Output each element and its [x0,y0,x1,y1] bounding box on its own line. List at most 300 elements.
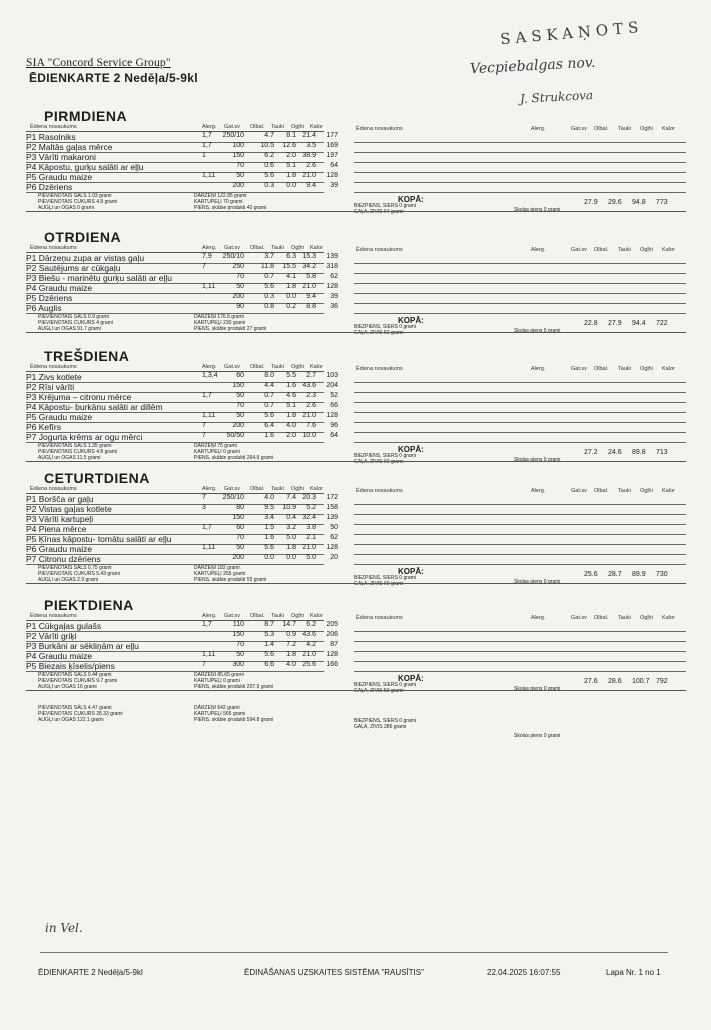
dish-value-c: 21.0 [302,172,316,179]
dish-name: P2 Maltās gaļas mērce [26,142,113,152]
column-header-name-right: Ēdiena nosaukums [356,615,403,621]
column-header-tauki-right: Tauki [618,247,631,253]
column-header-gat-right: Gat.sv [571,488,587,494]
total-t: 24.6 [608,449,622,456]
column-header-kalor: Kalor [310,364,323,370]
dish-value-o: 1.4 [264,641,274,648]
total-c: 94.8 [632,199,646,206]
week-fruit: AUGĻI un OGAS 122.1 grami [38,717,104,723]
menu-row [26,253,686,263]
dish-value-o: 0.3 [264,182,274,189]
menu-row [26,162,686,172]
total-c: 89.8 [632,449,646,456]
mid-summary [194,443,273,461]
dish-value-k: 197 [326,152,338,159]
column-header-tauki-right: Tauki [618,615,631,621]
total-label: KOPĀ: [398,445,424,454]
week-salt: PIEVIENOTAIS SĀLS 4.47 grami [38,705,112,711]
dish-value-g: 50 [236,392,244,399]
column-header-gat: Gat.sv [224,613,240,619]
left-summary [38,565,120,583]
dish-allergens: 7 [202,661,206,668]
week-milk: PIENS, skābie produkti 594.8 grami [194,717,274,723]
dish-value-t: 0.4 [286,514,296,521]
footer-divider [40,952,668,953]
menu-row [26,544,686,554]
dish-value-c: 21.0 [302,544,316,551]
left-summary [38,443,117,461]
curd-cheese: BIEZPIENS, SIERS 0 grami [354,324,416,330]
vegetables: DĀRZEŅI 122.85 grami [194,193,247,199]
dish-value-k: 39 [330,182,338,189]
dish-allergens: 1,3,4 [202,372,218,379]
dish-value-c: 10.0 [302,432,316,439]
dish-value-g: 200 [232,182,244,189]
total-t: 27.9 [608,320,622,327]
row-rule-right [354,313,686,314]
column-header-oglh-right: Ogļhi [640,126,653,132]
dish-value-g: 200 [232,554,244,561]
total-k: 713 [656,449,668,456]
dish-value-k: 128 [326,544,338,551]
dish-value-o: 5.6 [264,651,274,658]
menu-row [26,432,686,442]
dish-value-c: 2.6 [306,402,316,409]
dish-value-k: 87 [330,641,338,648]
dish-value-g: 70 [236,162,244,169]
dish-value-t: 14.7 [282,621,296,628]
dish-value-k: 66 [330,402,338,409]
dish-value-k: 128 [326,172,338,179]
dish-value-g: 60 [236,372,244,379]
dish-value-o: 5.6 [264,544,274,551]
dish-value-c: 15.3 [302,253,316,260]
dish-value-c: 43.6 [302,382,316,389]
menu-row [26,152,686,162]
dish-value-g: 150 [232,631,244,638]
added-salt: PIEVIENOTAIS SĀLS 1.03 grami [38,193,112,199]
meat-fish: GAĻA, ZIVIS 64 grami [354,209,404,215]
dish-value-o: 3.4 [264,514,274,521]
column-header-name-right: Ēdiena nosaukums [356,366,403,372]
column-header-tauki: Tauki [271,124,284,130]
dish-name: P2 Vārīti griķi [26,631,77,641]
school-milk: Skolas piens 0 grami [514,579,561,585]
school-milk: Skolas piens 0 grami [514,328,561,334]
menu-row [26,412,686,422]
column-header-name-right: Ēdiena nosaukums [356,247,403,253]
dish-value-t: 10.9 [282,504,296,511]
dish-value-k: 169 [326,142,338,149]
dish-value-t: 1.8 [286,172,296,179]
added-sugar: PIEVIENOTAIS CUKURS 4.8 grami [38,449,118,455]
total-o: 25.6 [584,571,598,578]
dish-value-t: 0.9 [286,631,296,638]
mid-summary [194,314,266,332]
dish-name: P1 Rasolniks [26,132,76,142]
dish-value-c: 25.6 [302,661,316,668]
dish-name: P6 Graudu maize [26,544,93,554]
document-title: ĒDIENKARTE 2 Nedēļa/5-9kl [29,71,198,85]
section-rule [26,583,686,584]
dish-value-o: 6.2 [264,152,274,159]
dish-value-o: 0.8 [264,303,274,310]
meat-fish: GAĻA, ZIVIS 60 grami [354,581,404,587]
added-sugar: PIEVIENOTAIS CUKURS 4.8 grami [38,199,118,205]
dish-value-o: 5.6 [264,172,274,179]
footer-system: ĒDINĀŠANAS UZSKAITES SISTĒMA "RAUSĪTIS" [244,968,424,977]
column-header-oglh: Ogļhi [291,613,304,619]
dish-value-c: 3.8 [306,524,316,531]
added-sugar: PIEVIENOTAIS CUKURS 4 grami [38,320,113,326]
right-summary [354,324,416,336]
dish-value-o: 5.6 [264,412,274,419]
dish-value-k: 177 [326,132,338,139]
menu-row [26,293,686,303]
dish-value-c: 2.7 [306,372,316,379]
total-k: 773 [656,199,668,206]
dish-allergens: 1,7 [202,132,212,139]
dish-allergens: 7 [202,263,206,270]
column-header-olbal-right: Olbal. [594,247,609,253]
column-header-olbal-right: Olbal. [594,488,609,494]
dish-value-t: 7.2 [286,641,296,648]
dish-value-c: 4.2 [306,641,316,648]
dish-value-o: 9.5 [264,504,274,511]
dish-value-t: 0.0 [286,554,296,561]
column-header-tauki-right: Tauki [618,366,631,372]
dish-value-g: 200 [232,293,244,300]
dish-value-g: 90 [236,303,244,310]
column-header-name-right: Ēdiena nosaukums [356,126,403,132]
dish-name: P3 Vārīti makaroni [26,152,96,162]
dish-value-k: 128 [326,283,338,290]
dish-value-k: 139 [326,514,338,521]
dish-value-c: 32.4 [302,514,316,521]
column-header-oglh: Ogļhi [291,245,304,251]
milk-products: PIENS, skābie produkti 40 grami [194,205,267,211]
potatoes: KARTUPEĻI 0 grami [194,449,240,455]
dish-value-t: 5.0 [286,534,296,541]
dish-allergens: 1,11 [202,544,216,551]
total-o: 27.9 [584,199,598,206]
dish-value-g: 50 [236,544,244,551]
milk-products: PIENS, skābie produkti 207.9 grami [194,684,274,690]
dish-value-k: 62 [330,273,338,280]
dish-value-c: 6.2 [306,621,316,628]
menu-row [26,641,686,651]
dish-value-o: 5.6 [264,283,274,290]
menu-row [26,182,686,192]
dish-value-o: 0.7 [264,392,274,399]
dish-allergens: 7 [202,422,206,429]
added-sugar: PIEVIENOTAIS CUKURS 9.7 grami [38,678,118,684]
dish-value-t: 2.0 [286,152,296,159]
dish-name: P5 Graudu maize [26,412,93,422]
total-t: 28.7 [608,571,622,578]
menu-row [26,283,686,293]
dish-value-g: 150 [232,514,244,521]
dish-value-c: 21.0 [302,283,316,290]
footer-date: 22.04.2025 16:07:55 [487,968,561,977]
column-header-kalor-right: Kalor [662,247,675,253]
row-rule-right [354,671,686,672]
column-header-gat: Gat.sv [224,364,240,370]
dish-allergens: 7,9 [202,253,212,260]
dish-value-g: 250/10 [222,494,244,501]
menu-row [26,172,686,182]
right-summary [354,682,416,694]
dish-allergens: 7 [202,494,206,501]
dish-value-t: 6.3 [286,253,296,260]
column-header-name: Ēdiena nosaukums [30,124,77,130]
column-header-olbal: Olbal. [250,486,265,492]
dish-value-g: 70 [236,273,244,280]
menu-row [26,651,686,661]
vegetables: DĀRZEŅI 75 grami [194,443,237,449]
curd-cheese: BIEZPIENS, SIERS 0 grami [354,453,416,459]
column-header-olbal: Olbal. [250,364,265,370]
dish-value-o: 8.7 [264,621,274,628]
menu-row [26,382,686,392]
dish-name: P2 Vistas gaļas kotlete [26,504,112,514]
menu-row [26,372,686,382]
dish-value-o: 5.3 [264,631,274,638]
dish-value-t: 12.6 [282,142,296,149]
menu-row [26,422,686,432]
column-header-oglh: Ogļhi [291,364,304,370]
dish-value-k: 158 [326,504,338,511]
column-header-alerg: Alerg. [202,245,217,251]
dish-value-k: 103 [326,372,338,379]
dish-value-t: 5.1 [286,162,296,169]
dish-allergens: 1,11 [202,412,216,419]
column-header-tauki: Tauki [271,613,284,619]
dish-name: P5 Dzēriens [26,293,73,303]
dish-name: P7 Citronu dzēriens [26,554,101,564]
left-summary [38,314,113,332]
menu-row [26,504,686,514]
dish-value-o: 0.3 [264,293,274,300]
fruit-berries: AUGĻI un OGAS 2.9 grami [38,577,99,583]
dish-name: P3 Krējuma – citronu mērce [26,392,132,402]
total-o: 27.2 [584,449,598,456]
curd-cheese: BIEZPIENS, SIERS 0 grami [354,575,416,581]
total-t: 28.6 [608,678,622,685]
dish-value-o: 4.0 [264,494,274,501]
footer-doc-name: ĒDIENKARTE 2 Nedēļa/5-9kl [38,968,143,977]
column-header-gat: Gat.sv [224,124,240,130]
day-title: CETURTDIENA [44,470,150,486]
total-c: 100.7 [632,678,650,685]
total-k: 792 [656,678,668,685]
dish-value-k: 128 [326,651,338,658]
dish-value-o: 6.6 [264,661,274,668]
column-header-alerg-right: Alerg. [531,615,546,621]
column-header-kalor-right: Kalor [662,615,675,621]
dish-value-k: 36 [330,303,338,310]
column-header-olbal-right: Olbal. [594,366,609,372]
dish-value-t: 7.4 [286,494,296,501]
column-header-tauki-right: Tauki [618,126,631,132]
dish-name: P4 Kāpostu- burkānu salāti ar dillēm [26,402,163,412]
menu-row [26,132,686,142]
column-header-oglh-right: Ogļhi [640,488,653,494]
dish-value-o: 1.6 [264,432,274,439]
day-title: PIRMDIENA [44,108,128,124]
dish-value-k: 206 [326,631,338,638]
potatoes: KARTUPEĻI 230 grami [194,320,246,326]
total-c: 94.4 [632,320,646,327]
dish-value-c: 7.6 [306,422,316,429]
column-header-alerg-right: Alerg. [531,366,546,372]
column-header-gat-right: Gat.sv [571,247,587,253]
dish-name: P3 Burkāni ar sēkliņām ar eļļu [26,641,139,651]
dish-value-k: 96 [330,422,338,429]
handwritten-note: in Vel. [45,921,83,935]
column-header-name-right: Ēdiena nosaukums [356,488,403,494]
total-label: KOPĀ: [398,316,424,325]
column-header-oglh-right: Ogļhi [640,615,653,621]
column-header-olbal: Olbal. [250,124,265,130]
week-potato: KARTUPEĻI 565 grami [194,711,246,717]
dish-value-g: 150 [232,382,244,389]
fruit-berries: AUGĻI un OGAS 16 grami [38,684,97,690]
dish-value-g: 100 [232,142,244,149]
dish-value-g: 300 [232,661,244,668]
column-header-kalor: Kalor [310,613,323,619]
dish-name: P2 Rīsi vārīti [26,382,75,392]
dish-allergens: 1,7 [202,392,212,399]
column-header-tauki-right: Tauki [618,488,631,494]
dish-value-t: 15.5 [282,263,296,270]
dish-name: P6 Dzēriens [26,182,73,192]
column-header-kalor: Kalor [310,486,323,492]
dish-allergens: 1,7 [202,524,212,531]
dish-name: P4 Graudu maize [26,651,93,661]
total-t: 29.6 [608,199,622,206]
dish-value-t: 0.0 [286,293,296,300]
column-header-oglh: Ogļhi [291,124,304,130]
dish-value-g: 70 [236,534,244,541]
dish-name: P3 Vārīti kartupeļi [26,514,94,524]
week-left-summary [38,705,123,723]
dish-value-o: 6.4 [264,422,274,429]
dish-value-t: 1.8 [286,544,296,551]
total-label: KOPĀ: [398,674,424,683]
dish-value-k: 204 [326,382,338,389]
dish-value-k: 139 [326,253,338,260]
dish-value-k: 166 [326,661,338,668]
column-header-tauki: Tauki [271,486,284,492]
dish-value-t: 0.2 [286,303,296,310]
right-summary [354,203,416,215]
potatoes: KARTUPEĻI 70 grami [194,199,243,205]
milk-products: PIENS, skābie produkti 27 grami [194,326,267,332]
row-rule-right [354,442,686,443]
dish-value-g: 150 [232,152,244,159]
week-right-summary [354,718,416,730]
column-header-alerg: Alerg. [202,364,217,370]
dish-value-g: 50 [236,172,244,179]
dish-name: P3 Biešu - marinētu gurķu salāti ar eļļu [26,273,172,283]
dish-value-o: 0.0 [264,554,274,561]
handwritten-approval: SASKAŅOTS [499,17,645,49]
potatoes: KARTUPEĻI 265 grami [194,571,246,577]
menu-row [26,621,686,631]
dish-value-c: 9.4 [306,182,316,189]
dish-name: P4 Kāpostu, gurķu salāti ar eļļu [26,162,144,172]
mid-summary [194,193,266,211]
added-salt: PIEVIENOTAIS SĀLS 0.44 grami [38,672,112,678]
week-meat: GAĻA, ZIVIS 286 grami [354,724,407,730]
dish-value-k: 64 [330,432,338,439]
total-k: 730 [656,571,668,578]
dish-name: P1 Dārzeņu zupa ar vistas gaļu [26,253,145,263]
dish-value-c: 5.8 [306,273,316,280]
handwritten-signature: J. Strukcova [519,88,594,106]
dish-value-k: 20 [330,554,338,561]
dish-allergens: 3 [202,504,206,511]
dish-value-t: 8.1 [286,132,296,139]
dish-name: P1 Zivs kotlete [26,372,82,382]
day-title: PIEKTDIENA [44,597,134,613]
column-header-kalor-right: Kalor [662,366,675,372]
column-header-kalor: Kalor [310,124,323,130]
dish-value-k: 205 [326,621,338,628]
week-school-milk: Skolas piens 0 grami [514,733,561,739]
dish-value-g: 200 [232,422,244,429]
dish-value-o: 10.5 [260,142,274,149]
dish-value-o: 8.0 [264,372,274,379]
dish-value-g: 50 [236,412,244,419]
fruit-berries: AUGĻI un OGAS 0 grami [38,205,94,211]
curd-cheese: BIEZPIENS, SIERS 0 grami [354,682,416,688]
dish-value-o: 0.7 [264,402,274,409]
mid-summary [194,672,273,690]
dish-value-o: 1.5 [264,524,274,531]
dish-name: P2 Sautējums ar cūkgaļu [26,263,121,273]
dish-value-t: 1.6 [286,382,296,389]
menu-row [26,524,686,534]
dish-name: P5 Biezais ķīselis/piens [26,661,115,671]
dish-value-t: 5.5 [286,372,296,379]
column-header-tauki: Tauki [271,364,284,370]
potatoes: KARTUPEĻI 0 grami [194,678,240,684]
dish-value-c: 34.2 [302,263,316,270]
meat-fish: GAĻA, ZIVIS 60 grami [354,459,404,465]
week-mid-summary [194,705,273,723]
row-rule-right [354,192,686,193]
dish-value-c: 9.4 [306,293,316,300]
dish-allergens: 1,7 [202,142,212,149]
milk-products: PIENS, skābie produkti 55 grami [194,577,267,583]
column-header-kalor-right: Kalor [662,488,675,494]
dish-value-o: 1.6 [264,534,274,541]
dish-value-c: 38.9 [302,152,316,159]
dish-allergens: 1,11 [202,172,216,179]
dish-name: P1 Cūkgaļas gulašs [26,621,102,631]
column-header-name: Ēdiena nosaukums [30,364,77,370]
school-milk: Skolas piens 0 grami [514,686,561,692]
dish-value-c: 21.0 [302,412,316,419]
fruit-berries: AUGĻI un OGAS 91.7 grami [38,326,101,332]
dish-allergens: 7 [202,432,206,439]
company-name: SIA "Concord Service Group" [26,57,171,69]
column-header-olbal: Olbal. [250,245,265,251]
week-curd: BIEZPIENS, SIERS 0 grami [354,718,416,724]
fruit-berries: AUGĻI un OGAS 11.5 grami [38,455,101,461]
